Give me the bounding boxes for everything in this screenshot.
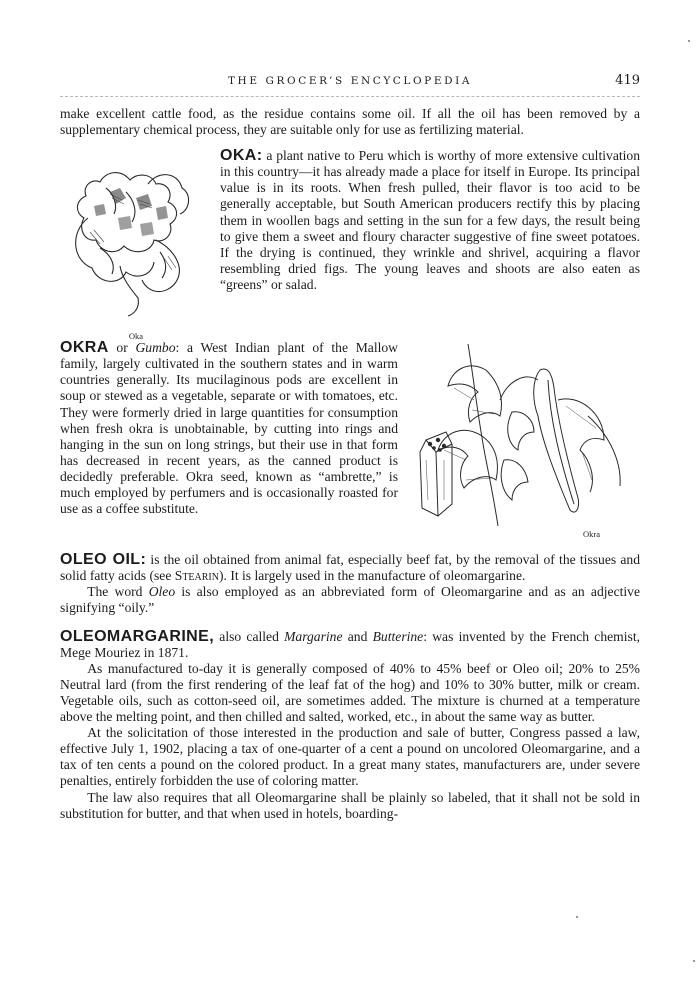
oleomargarine-t1: also called	[214, 628, 285, 644]
oleomargarine-law-paragraph: At the solicitation of those interested in the production and sale of butter, Congress passed a law, effective July 1, 1902, placing a tax of one-quarter of a cent a pound on uncolored Oleomargarine, and a tax of ten cents a pound on the colored product. In a great many states, manufacturers are, under severe penalties, entirely forbidden the use of coloring matter.	[60, 725, 640, 789]
okra-caption: Okra	[583, 529, 600, 540]
oleo-word-paragraph	[60, 584, 640, 616]
entry-oleo-oil	[60, 552, 640, 616]
okra-or: or	[108, 340, 136, 356]
page-number: 419	[615, 73, 640, 88]
oleomargarine-labeling-paragraph: The law also requires that all Oleomargarine shall be plainly so labeled, that it shall not be sold in substitution for butter, and that when used in hotels, boarding-	[60, 789, 640, 821]
okra-plant-illustration	[408, 340, 640, 530]
page-speck	[693, 960, 695, 962]
oleomargarine-paragraph	[60, 629, 640, 661]
oleo-p2-before: The word	[87, 584, 149, 600]
oleomargarine-composition-paragraph: As manufactured to-day it is generally composed of 40% to 45% beef or Oleo oil; 20% to 25% Neutral lard (from the first rendering of the leaf fat of the hog) and 10% to 30% butter, milk or cream. Vegetable oils, such as cotton-seed oil, are sometimes added. The mixture is churned at a temperature above the melting point, and then chilled and salted, worked, etc., in about the same way as butter.	[60, 660, 640, 725]
oleo-p2-after: is also employed as an abbreviated form of Oleomargarine and as an adjective signifying “oily.”	[60, 584, 640, 616]
oka-caption: Oka	[128, 331, 144, 342]
oleomargarine-t2: and	[342, 628, 373, 644]
entry-okra	[60, 340, 640, 546]
page-speck	[576, 916, 578, 918]
oka-term: OKA:	[220, 147, 263, 165]
oleomargarine-term: OLEOMARGARINE,	[60, 627, 215, 645]
page-body	[60, 106, 640, 822]
stearin-cross-reference: Stearin	[174, 568, 219, 584]
okra-term: OKRA	[60, 339, 109, 357]
okra-alt-name: Gumbo	[135, 340, 176, 356]
oka-text: a plant native to Peru which is worthy of more extensive cultivation in this country—it has already made a place for itself in Europe. Its principal value is in its roots. When fresh pulled, their flavor is too acid to be generally acceptable, but South American producers rectify this by placing them in woollen bags and setting in the sun for a few days, the result being to give them a sweet and floury character suggestive of fine sweet potatoes. If the drying is continued, they wrinkle and shrivel, acquiring a flavor resembling dried figs. The young leaves and shoots are also eaten as “greens” or salad.	[220, 148, 640, 292]
oleo-oil-text-after: ). It is largely used in the manufacture of oleomargarine.	[219, 568, 526, 584]
oleo-p2-word: Oleo	[148, 584, 176, 600]
okra-figure	[408, 340, 640, 542]
oleomargarine-alt1: Margarine	[284, 628, 343, 644]
oleomargarine-alt2: Butterine	[372, 628, 424, 644]
oka-root-illustration	[60, 148, 212, 324]
page-header	[60, 73, 640, 89]
header-rule	[60, 96, 640, 97]
page-speck	[688, 40, 690, 42]
oleo-oil-term: OLEO OIL:	[60, 551, 147, 569]
oka-figure	[60, 148, 212, 342]
running-title: THE GROCER’S ENCYCLOPEDIA	[227, 75, 473, 87]
okra-text: : a West Indian plant of the Mallow family, largely cultivated in the southern states and in warm countries generally. Its mucilaginous pods are excellent in soup or stewed as a vegetable, separate or with tomatoes, etc. They were formerly dried in large quantities for consumption when fresh okra is unobtainable, by cutting into rings and hanging in the sun on long strings, but their use in that form has decreased in recent years, as the canned product is decidedly preferable. Okra seed, known as “ambrette,” is much employed by perfumers and is occasionally roasted for use as a coffee substitute.	[60, 340, 398, 517]
oleo-oil-paragraph	[60, 552, 640, 584]
intro-paragraph: make excellent cattle food, as the residue contains some oil. If all the oil has been removed by a supplementary chemical process, they are suitable only for use as fertilizing material.	[60, 106, 640, 138]
entry-oka	[60, 148, 640, 340]
oleomargarine-t3: : was invented by the French chemist, Mege Mouriez in 1871.	[60, 628, 640, 660]
oleo-oil-text-before: is the oil obtained from animal fat, especially beef fat, by the removal of the tissues and solid fatty acids (see	[60, 552, 640, 584]
entry-oleomargarine	[60, 629, 640, 822]
